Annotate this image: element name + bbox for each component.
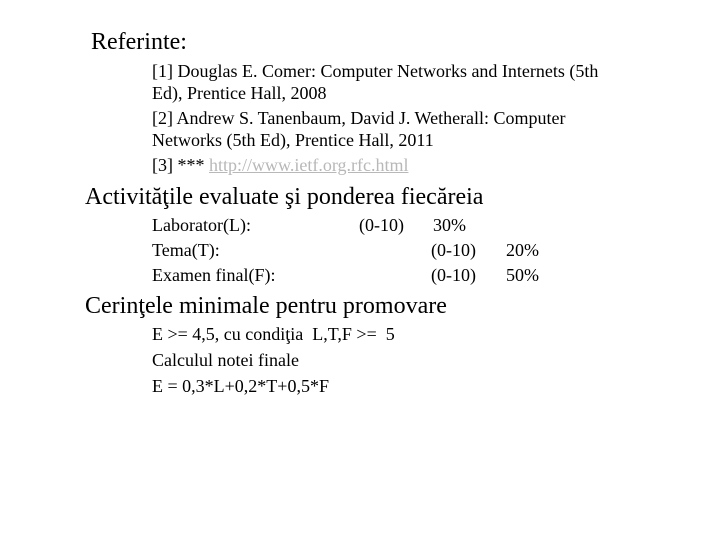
activities-heading: Activităţile evaluate şi ponderea fiecăreia: [85, 184, 484, 210]
activity-range-examen: (0-10): [431, 265, 476, 285]
reference-2-line-1: [2] Andrew S. Tanenbaum, David J. Wetherall: Computer: [152, 108, 566, 128]
reference-3: [152, 154, 408, 176]
activity-weight-examen: 50%: [506, 265, 539, 285]
activity-range-tema: (0-10): [431, 240, 476, 260]
reference-3-prefix: [3] ***: [152, 155, 209, 175]
requirements-heading: Cerinţele minimale pentru promovare: [85, 293, 447, 319]
activity-weight-laborator: 30%: [433, 215, 466, 235]
final-grade-formula: E = 0,3*L+0,2*T+0,5*F: [152, 376, 329, 396]
requirement-condition: E >= 4,5, cu condiţia L,T,F >= 5: [152, 324, 395, 344]
references-heading: Referinte:: [91, 29, 187, 55]
activity-range-laborator: (0-10): [359, 215, 404, 235]
activity-name-tema: Tema(T):: [152, 240, 220, 260]
final-grade-caption: Calculul notei finale: [152, 350, 299, 370]
activity-name-examen: Examen final(F):: [152, 265, 276, 285]
reference-2-line-2: Networks (5th Ed), Prentice Hall, 2011: [152, 130, 434, 150]
reference-1-line-1: [1] Douglas E. Comer: Computer Networks and Internets (5th: [152, 61, 599, 81]
activity-weight-tema: 20%: [506, 240, 539, 260]
reference-1-line-2: Ed), Prentice Hall, 2008: [152, 83, 327, 103]
activity-name-laborator: Laborator(L):: [152, 215, 251, 235]
ietf-link[interactable]: http://www.ietf.org.rfc.html: [209, 155, 409, 175]
